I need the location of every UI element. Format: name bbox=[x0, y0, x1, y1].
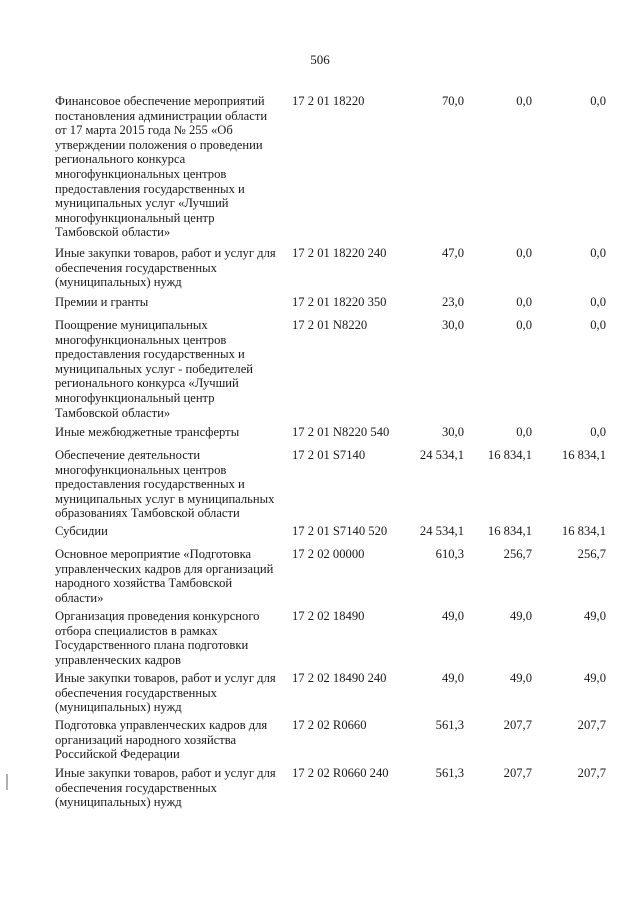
row-value-2021: 610,3 bbox=[435, 547, 464, 561]
row-name: Поощрение муниципальных многофункциональных центров предоставления государственных и муниципальных услуг - победителей регионального конкурса «Лучший многофункциональный центр Тамбовской области» bbox=[55, 318, 254, 420]
row-code: 17 2 01 S7140 bbox=[292, 448, 366, 462]
table-row bbox=[0, 425, 640, 440]
row-value-2022: 16 834,1 bbox=[487, 524, 532, 538]
row-value-2023: 49,0 bbox=[583, 609, 606, 623]
row-value-2022: 207,7 bbox=[503, 718, 532, 732]
row-name: Премии и гранты bbox=[55, 295, 149, 309]
row-value-2022: 49,0 bbox=[509, 671, 532, 685]
row-name: Организация проведения конкурсного отбора специалистов в рамках Государственного плана подготовки управленческих кадров bbox=[55, 609, 260, 667]
row-code: 17 2 02 18490 240 bbox=[292, 671, 387, 685]
row-code: 17 2 01 18220 240 bbox=[292, 246, 387, 260]
scan-margin-mark bbox=[6, 774, 8, 790]
row-value-2022: 16 834,1 bbox=[487, 448, 532, 462]
row-value-2021: 24 534,1 bbox=[419, 524, 464, 538]
row-code: 17 2 01 S7140 520 bbox=[292, 524, 388, 538]
table-row bbox=[0, 448, 640, 521]
row-name: Финансовое обеспечение мероприятий постановления администрации области от 17 марта 2015 года № 255 «Об утверждении положения о проведении регионального конкурса многофункциональных центров предоставления государственных и муниципальных услуг «Лучший многофункциональный центр Тамбовской области» bbox=[55, 94, 268, 240]
table-row bbox=[0, 524, 640, 539]
row-code: 17 2 01 N8220 540 bbox=[292, 425, 390, 439]
row-value-2023: 0,0 bbox=[590, 94, 606, 108]
table-row bbox=[0, 547, 640, 605]
row-value-2023: 16 834,1 bbox=[561, 524, 606, 538]
row-code: 17 2 01 18220 bbox=[292, 94, 365, 108]
table-row bbox=[0, 94, 640, 240]
table-row bbox=[0, 671, 640, 715]
row-code: 17 2 02 R0660 bbox=[292, 718, 367, 732]
table-row bbox=[0, 295, 640, 310]
row-value-2023: 0,0 bbox=[590, 425, 606, 439]
table-row bbox=[0, 766, 640, 810]
row-name: Обеспечение деятельности многофункциональных центров предоставления государственных и муниципальных услуг в муниципальных образованиях Тамбовской области bbox=[55, 448, 275, 521]
table-row bbox=[0, 318, 640, 420]
row-value-2021: 49,0 bbox=[441, 609, 464, 623]
row-code: 17 2 02 00000 bbox=[292, 547, 365, 561]
row-name: Подготовка управленческих кадров для организаций народного хозяйства Российской Федерации bbox=[55, 718, 268, 762]
row-value-2021: 23,0 bbox=[441, 295, 464, 309]
row-name: Иные закупки товаров, работ и услуг для обеспечения государственных (муниципальных) нужд bbox=[55, 246, 276, 290]
row-value-2022: 0,0 bbox=[516, 94, 532, 108]
page-number: 506 bbox=[310, 52, 330, 67]
table-row bbox=[0, 246, 640, 290]
row-value-2022: 0,0 bbox=[516, 246, 532, 260]
row-value-2022: 207,7 bbox=[503, 766, 532, 780]
row-name: Иные закупки товаров, работ и услуг для обеспечения государственных (муниципальных) нужд bbox=[55, 671, 276, 715]
row-value-2023: 0,0 bbox=[590, 295, 606, 309]
row-value-2023: 207,7 bbox=[577, 766, 606, 780]
row-value-2021: 561,3 bbox=[435, 766, 464, 780]
row-name: Иные закупки товаров, работ и услуг для обеспечения государственных (муниципальных) нужд bbox=[55, 766, 276, 810]
row-name: Основное мероприятие «Подготовка управленческих кадров для организаций народного хозяйства Тамбовской области» bbox=[55, 547, 274, 605]
row-value-2021: 30,0 bbox=[441, 425, 464, 439]
row-value-2021: 30,0 bbox=[441, 318, 464, 332]
row-code: 17 2 02 18490 bbox=[292, 609, 365, 623]
row-value-2023: 0,0 bbox=[590, 318, 606, 332]
row-value-2022: 0,0 bbox=[516, 425, 532, 439]
row-value-2023: 0,0 bbox=[590, 246, 606, 260]
row-code: 17 2 01 18220 350 bbox=[292, 295, 387, 309]
row-value-2021: 70,0 bbox=[441, 94, 464, 108]
row-value-2023: 16 834,1 bbox=[561, 448, 606, 462]
row-code: 17 2 01 N8220 bbox=[292, 318, 368, 332]
row-value-2021: 49,0 bbox=[441, 671, 464, 685]
row-name: Субсидии bbox=[55, 524, 108, 538]
row-value-2023: 256,7 bbox=[577, 547, 606, 561]
row-code: 17 2 02 R0660 240 bbox=[292, 766, 389, 780]
table-row bbox=[0, 609, 640, 667]
row-value-2023: 207,7 bbox=[577, 718, 606, 732]
row-value-2022: 0,0 bbox=[516, 318, 532, 332]
row-value-2022: 256,7 bbox=[503, 547, 532, 561]
row-value-2023: 49,0 bbox=[583, 671, 606, 685]
table-row bbox=[0, 718, 640, 762]
row-value-2021: 24 534,1 bbox=[419, 448, 464, 462]
row-value-2021: 47,0 bbox=[441, 246, 464, 260]
row-value-2022: 0,0 bbox=[516, 295, 532, 309]
row-name: Иные межбюджетные трансферты bbox=[55, 425, 240, 439]
row-value-2022: 49,0 bbox=[509, 609, 532, 623]
row-value-2021: 561,3 bbox=[435, 718, 464, 732]
